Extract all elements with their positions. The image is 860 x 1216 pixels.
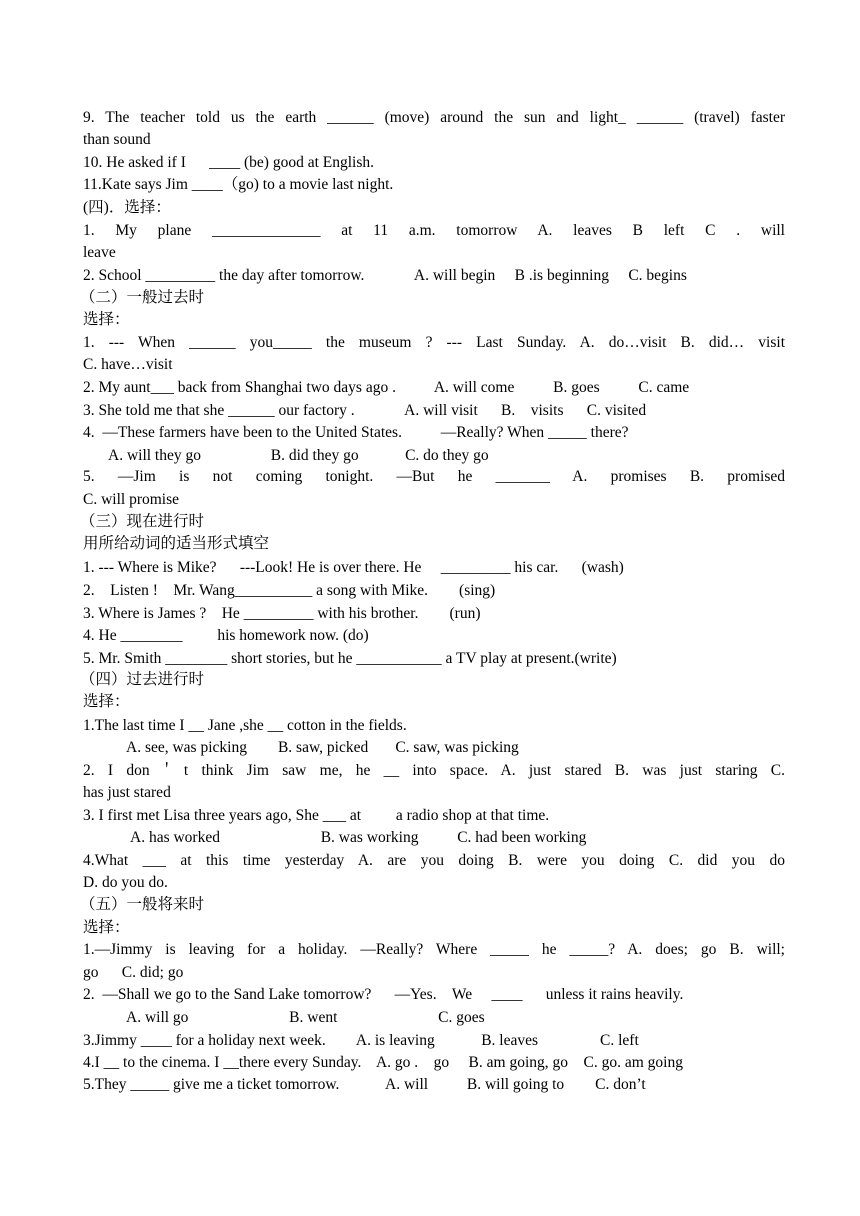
text-line: 1.The last time I __ Jane ,she __ cotton in the fields.: [83, 717, 407, 734]
text-line: C. have…visit: [83, 356, 173, 373]
text-line: 9. The teacher told us the earth ______ (move) around the sun and light_ ______ (travel) faster: [83, 109, 785, 126]
text-line: 1.—Jimmy is leaving for a holiday. —Really? Where _____ he _____? A. does; go B. will;: [83, 941, 785, 958]
text-line: C. will promise: [83, 491, 180, 508]
section-heading: （二）一般过去时: [80, 289, 205, 306]
text-line: A. see, was picking B. saw, picked C. saw, was picking: [126, 739, 519, 756]
text-line: 选择：: [83, 311, 130, 328]
section-heading: （五）一般将来时: [80, 896, 205, 913]
text-line: 11.Kate says Jim ____（go) to a movie last night.: [83, 176, 394, 193]
section-heading: （三）现在进行时: [80, 513, 205, 530]
text-line: 2. —Shall we go to the Sand Lake tomorrow? —Yes. We ____ unless it rains heavily.: [83, 986, 684, 1003]
text-line: A. will they go B. did they go C. do they go: [108, 447, 489, 464]
text-line: 3. I first met Lisa three years ago, She ___ at a radio shop at that time.: [83, 807, 550, 824]
text-line: 2. Listen ! Mr. Wang__________ a song with Mike. (sing): [83, 582, 496, 599]
text-line: 5.They _____ give me a ticket tomorrow. A. will B. will going to C. don’t: [83, 1076, 646, 1093]
text-line: A. will go B. went C. goes: [126, 1009, 485, 1026]
text-line: 用所给动词的适当形式填空: [83, 535, 270, 552]
text-line: 1. My plane ______________ at 11 a.m. tomorrow A. leaves B left C . will: [83, 222, 785, 239]
text-line: 1. --- When ______ you_____ the museum ? --- Last Sunday. A. do…visit B. did… visit: [83, 334, 785, 351]
text-line: 4.I __ to the cinema. I __there every Sunday. A. go . go B. am going, go C. go. am going: [83, 1054, 683, 1071]
text-line: leave: [83, 244, 116, 261]
text-line: 4.What ___ at this time yesterday A. are you doing B. were you doing C. did you do: [83, 852, 785, 869]
text-line: go C. did; go: [83, 964, 184, 981]
text-line: 2. School _________ the day after tomorrow. A. will begin B .is beginning C. begins: [83, 267, 687, 284]
text-line: 选择：: [83, 919, 130, 936]
text-line: 5. —Jim is not coming tonight. —But he _______ A. promises B. promised: [83, 468, 785, 485]
text-line: (四)．选择：: [83, 199, 171, 216]
text-line: 2. I don＇t think Jim saw me, he __ into space. A. just stared B. was just staring C.: [83, 762, 785, 779]
text-line: 选择：: [83, 693, 130, 710]
text-line: 3. Where is James ? He _________ with his brother. (run): [83, 605, 481, 622]
text-line: than sound: [83, 131, 151, 148]
text-line: 3. She told me that she ______ our factory . A. will visit B. visits C. visited: [83, 402, 647, 419]
text-line: 2. My aunt___ back from Shanghai two days ago . A. will come B. goes C. came: [83, 379, 690, 396]
text-line: 10. He asked if I ____ (be) good at English.: [83, 154, 374, 171]
text-line: 4. —These farmers have been to the United States. —Really? When _____ there?: [83, 424, 629, 441]
text-line: 4. He ________ his homework now. (do): [83, 627, 369, 644]
text-line: 3.Jimmy ____ for a holiday next week. A. is leaving B. leaves C. left: [83, 1032, 639, 1049]
text-line: 5. Mr. Smith ________ short stories, but he ___________ a TV play at present.(write): [83, 650, 617, 667]
text-line: A. has worked B. was working C. had been working: [130, 829, 587, 846]
section-heading: （四）过去进行时: [80, 671, 205, 688]
text-line: D. do you do.: [83, 874, 168, 891]
text-line: has just stared: [83, 784, 171, 801]
text-line: 1. --- Where is Mike? ---Look! He is over there. He _________ his car. (wash): [83, 559, 624, 576]
